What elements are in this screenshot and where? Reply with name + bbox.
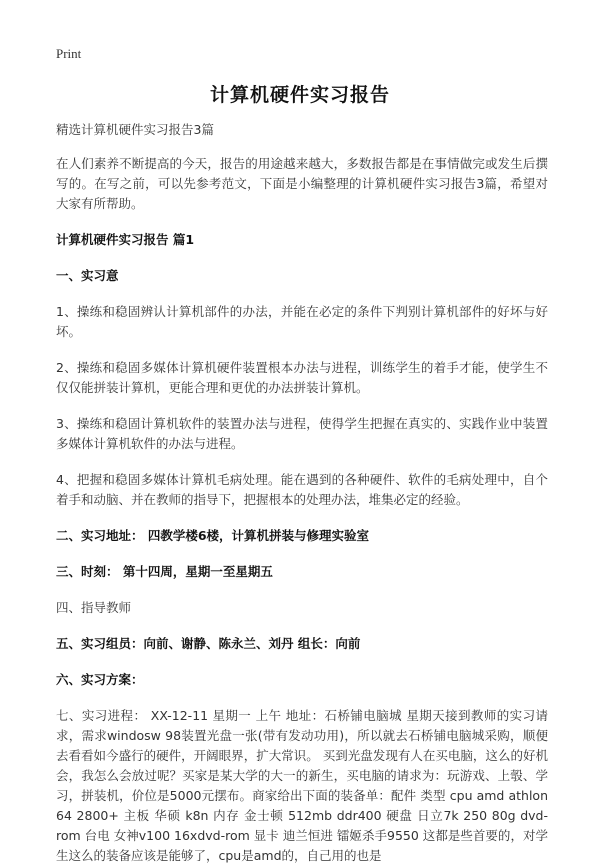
heading-purpose: 一、实习意 <box>56 268 119 283</box>
page-title: 计算机硬件实习报告 <box>209 84 390 106</box>
paragraph-4: 4、把握和稳固多媒体计算机毛病处理。能在遇到的各种硬件、软件的毛病处理中，自个着手和动脑、并在教师的指导下，把握根本的处理办法，堆集必定的经验。 <box>56 472 548 507</box>
print-label[interactable]: Print <box>56 46 82 61</box>
section-heading: 计算机硬件实习报告 篇1 <box>56 232 195 247</box>
paragraph-3: 3、操练和稳固计算机软件的装置办法与进程，使得学生把握在真实的、实践作业中装置多媒体计算机软件的办法与进程。 <box>56 416 548 451</box>
heading-plan: 六、实习方案： <box>56 672 144 687</box>
heading-instructor: 四、指导教师 <box>56 600 132 615</box>
heading-members: 五、实习组员：向前、谢静、陈永兰、刘丹 组长：向前 <box>56 636 361 651</box>
document-subtitle: 精选计算机硬件实习报告3篇 <box>56 122 214 137</box>
document-body <box>56 120 548 866</box>
paragraph-process: 七、实习进程： XX-12-11 星期一 上午 地址：石桥铺电脑城 星期天接到教师的实习请求，需求windosw 98装置光盘一张(带有发动功用)，所以就去石桥铺电脑城采购，顺便去看看如今盛行的硬件，开阔眼界，扩大常识。 买到光盘发现有人在买电脑，这么的好机会，我怎么会放过呢？买家是某大学的大一的新生，买电脑的请求为：玩游戏、上彀、学习，拼装机，价位是5000元摆布。商家给出下面的装备单：配件 类型 cpu amd athlon 64 2800+ 主板 华硕 k8n 内存 金士顿 512mb ddr400 硬盘 日立7k 250 80g dvd-rom 台电 女神v100 16xdvd-rom 显卡 迪兰恒进 镭姬杀手9550 这都是些首要的，对学生这么的装备应该是能够了，cpu是amd的，自己用的也是 <box>56 708 548 863</box>
paragraph-1: 1、操练和稳固辨认计算机部件的办法，并能在必定的条件下判别计算机部件的好坏与好坏。 <box>56 304 548 339</box>
heading-location: 二、实习地址： 四教学楼6楼，计算机拼装与修理实验室 <box>56 528 370 543</box>
intro-paragraph: 在人们素养不断提高的今天，报告的用途越来越大，多数报告都是在事情做完或发生后撰写的。在写之前，可以先参考范文，下面是小编整理的计算机硬件实习报告3篇，希望对大家有所帮助。 <box>56 156 548 211</box>
heading-time: 三、时刻： 第十四周，星期一至星期五 <box>56 564 273 579</box>
paragraph-2: 2、操练和稳固多媒体计算机硬件装置根本办法与进程，训练学生的着手才能，使学生不仅仅能拼装计算机，更能合理和更优的办法拼装计算机。 <box>56 360 548 395</box>
